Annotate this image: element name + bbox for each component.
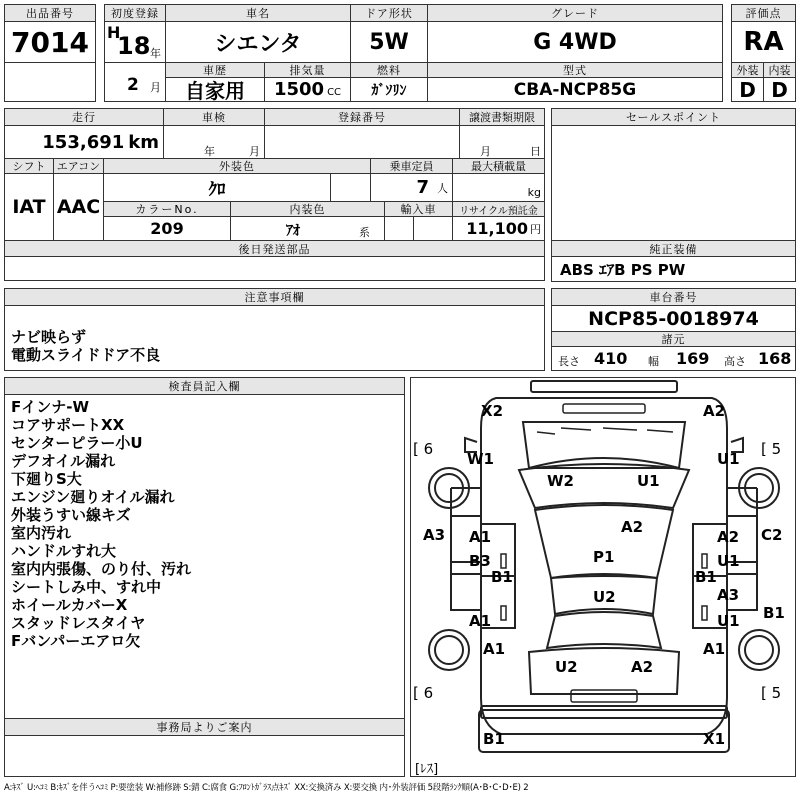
reg-month-box: [104, 62, 166, 102]
inspector-label: 検査員記入欄: [4, 377, 405, 395]
grade-label: グレード: [427, 4, 723, 22]
capacity: 7: [416, 177, 429, 198]
code-b1: B1: [483, 730, 505, 748]
lot-no-label: 出品番号: [4, 4, 96, 22]
score-label: 評価点: [731, 4, 796, 22]
reg-month: 2: [127, 75, 139, 95]
height-label: 高さ: [724, 355, 746, 368]
later-parts-box: [4, 256, 545, 281]
capacity-box: [370, 173, 453, 202]
lot-blank: [4, 62, 96, 102]
shift: IAT: [4, 173, 54, 241]
caution-line: ナビ映らず: [11, 328, 87, 346]
colorno: 209: [103, 216, 231, 241]
tire-rear-left: [ 6: [413, 684, 434, 702]
caution-box: [4, 305, 545, 371]
inspector-line: エンジン廻りオイル漏れ: [11, 488, 175, 506]
inspector-line: スタッドレスタイヤ: [11, 614, 146, 632]
code-a1: A1: [469, 612, 492, 630]
code-a2: A2: [621, 518, 644, 536]
width-label: 幅: [648, 355, 659, 368]
capacity-label: 乗車定員: [370, 158, 453, 174]
lot-no: 7014: [4, 21, 96, 63]
reg-year: 18: [117, 32, 151, 60]
ext-label: 外装: [731, 62, 764, 78]
legend: A:ｷｽﾞ U:ﾍｺﾐ B:ｷｽﾞを伴うﾍｺﾐ P:要塗装 W:補修跡 S:錆 C:腐食 G:ﾌﾛﾝﾄｶﾞﾗｽ点ｷｽﾞ XX:交換済み X:要交換 内･外装評価 5段階ﾗﾝｸ順(A･B･C･D･E) 2: [4, 783, 529, 793]
doc-box: [459, 125, 545, 159]
code-x1: X1: [703, 730, 726, 748]
mileage: 153,691: [42, 131, 125, 153]
overall-score: RA: [731, 21, 796, 63]
code-w1: W1: [467, 450, 494, 468]
color-blank: [330, 173, 371, 202]
caution-line: 電動スライドドア不良: [11, 346, 161, 364]
model: CBA-NCP85G: [427, 77, 723, 102]
code-a1: A1: [469, 528, 492, 546]
car-name: シエンタ: [165, 21, 351, 63]
sales-box: [551, 125, 796, 241]
length-label: 長さ: [558, 355, 580, 368]
code-u1: U1: [717, 552, 740, 570]
spare-tire: [ﾚｽ]: [415, 762, 439, 777]
damage-diagram: [410, 377, 796, 777]
inspection-label: 車検: [163, 108, 265, 126]
history-label: 車歴: [165, 62, 265, 78]
fuel-label: 燃料: [350, 62, 428, 78]
tire-front-right: [ 5: [761, 440, 782, 458]
code-u1: U1: [717, 612, 740, 630]
code-a2: A2: [717, 528, 740, 546]
mileage-box: [4, 125, 164, 159]
model-label: 型式: [427, 62, 723, 78]
code-b3: B3: [469, 552, 491, 570]
inspector-line: ホイールカバーX: [11, 596, 128, 614]
code-p1: P1: [593, 548, 615, 566]
month-unit: 月: [150, 81, 161, 94]
chassis-no: NCP85-0018974: [551, 305, 796, 332]
height: 168: [758, 349, 792, 368]
era: H: [107, 23, 121, 42]
code-a2: A2: [631, 658, 654, 676]
doc-day-unit: 日: [530, 145, 541, 158]
door-label: ドア形状: [350, 4, 428, 22]
doc-month-unit: 月: [480, 145, 491, 158]
mileage-label: 走行: [4, 108, 164, 126]
insp-month-unit: 月: [249, 145, 260, 158]
car-outline: [411, 378, 796, 777]
code-u2: U2: [555, 658, 578, 676]
color-label: 外装色: [103, 158, 371, 174]
tire-rear-right: [ 5: [761, 684, 782, 702]
inspector-line: Fインナ-W: [11, 398, 90, 416]
inspector-line: 外装うすい線キズ: [11, 506, 131, 524]
code-a3: A3: [423, 526, 446, 544]
grade: G 4WD: [427, 21, 723, 63]
code-b1: B1: [695, 568, 717, 586]
inspector-line: Fバンパーエアロ欠: [11, 632, 141, 650]
recycle: 11,100: [466, 219, 528, 238]
shift-label: シフト: [4, 158, 54, 174]
ext-score: D: [731, 77, 764, 102]
interior-unit: 系: [359, 226, 370, 239]
recycle-box: [452, 216, 545, 241]
insp-year-unit: 年: [204, 145, 215, 158]
interior-color: ｱｵ: [286, 223, 300, 239]
code-a2: A2: [703, 402, 726, 420]
inspector-line: ハンドルすれ大: [11, 542, 117, 560]
later-parts-label: 後日発送部品: [4, 240, 545, 257]
plate-label: 登録番号: [264, 108, 460, 126]
inspector-line: コアサポートXX: [11, 416, 125, 434]
dims-label: 諸元: [551, 331, 796, 347]
inspector-line: 室内内張傷、のり付、汚れ: [11, 560, 192, 578]
length: 410: [594, 349, 628, 368]
code-b1: B1: [491, 568, 513, 586]
import-box-1: [384, 216, 414, 241]
import-box-2: [413, 216, 453, 241]
colorno-label: カラーNo.: [103, 201, 231, 217]
inspector-box: [4, 394, 405, 719]
office-box: [4, 735, 405, 777]
inspector-line: 下廻りS大: [11, 470, 82, 488]
office-label: 事務局よりご案内: [4, 718, 405, 736]
width: 169: [676, 349, 710, 368]
code-b1: B1: [763, 604, 785, 622]
code-u2: U2: [593, 588, 616, 606]
ac: AAC: [53, 173, 104, 241]
tire-front-left: [ 6: [413, 440, 434, 458]
year-unit: 年: [150, 47, 161, 60]
car-name-label: 車名: [165, 4, 351, 22]
inspector-line: デフオイル漏れ: [11, 452, 116, 470]
inspection-box: [163, 125, 265, 159]
load-unit: kg: [527, 186, 541, 199]
color: ｸﾛ: [103, 173, 331, 202]
inspector-line: センターピラー小U: [11, 434, 143, 452]
doc-label: 譲渡書類期限: [459, 108, 545, 126]
load-box: [452, 173, 545, 202]
displacement-label: 排気量: [264, 62, 351, 78]
code-a3: A3: [717, 586, 740, 604]
displacement-box: [264, 77, 351, 102]
interior-box: [230, 216, 385, 241]
displacement-unit: CC: [327, 87, 342, 98]
ac-label: エアコン: [53, 158, 104, 174]
code-w2: W2: [547, 472, 574, 490]
int-label: 内装: [763, 62, 796, 78]
door-type: 5W: [350, 21, 428, 63]
inspector-line: 室内汚れ: [11, 524, 72, 542]
load-label: 最大積載量: [452, 158, 545, 174]
reg-year-box: [104, 21, 166, 63]
code-u1: U1: [717, 450, 740, 468]
code-x2: X2: [481, 402, 504, 420]
displacement: 1500: [273, 79, 325, 100]
interior-label: 内装色: [230, 201, 385, 217]
recycle-label: リサイクル預託金: [452, 201, 545, 217]
reg-label: 初度登録: [104, 4, 166, 22]
equipment-label: 純正装備: [551, 240, 796, 257]
code-a1: A1: [703, 640, 726, 658]
sales-label: セールスポイント: [551, 108, 796, 126]
history: 自家用: [165, 77, 265, 102]
plate-box: [264, 125, 460, 159]
equipment: ABS ｴｱB PS PW: [551, 256, 796, 282]
caution-label: 注意事項欄: [4, 288, 545, 306]
int-score: D: [763, 77, 796, 102]
fuel: ｶﾞｿﾘﾝ: [350, 77, 428, 102]
capacity-unit: 人: [437, 181, 448, 195]
chassis-label: 車台番号: [551, 288, 796, 306]
code-c2: C2: [761, 526, 783, 544]
code-a1: A1: [483, 640, 506, 658]
mileage-unit: km: [128, 131, 159, 153]
code-u1: U1: [637, 472, 660, 490]
inspector-line: シートしみ中、すれ中: [11, 578, 162, 596]
dims-box: [551, 346, 796, 371]
recycle-unit: 円: [530, 222, 541, 236]
import-label: 輸入車: [384, 201, 453, 217]
